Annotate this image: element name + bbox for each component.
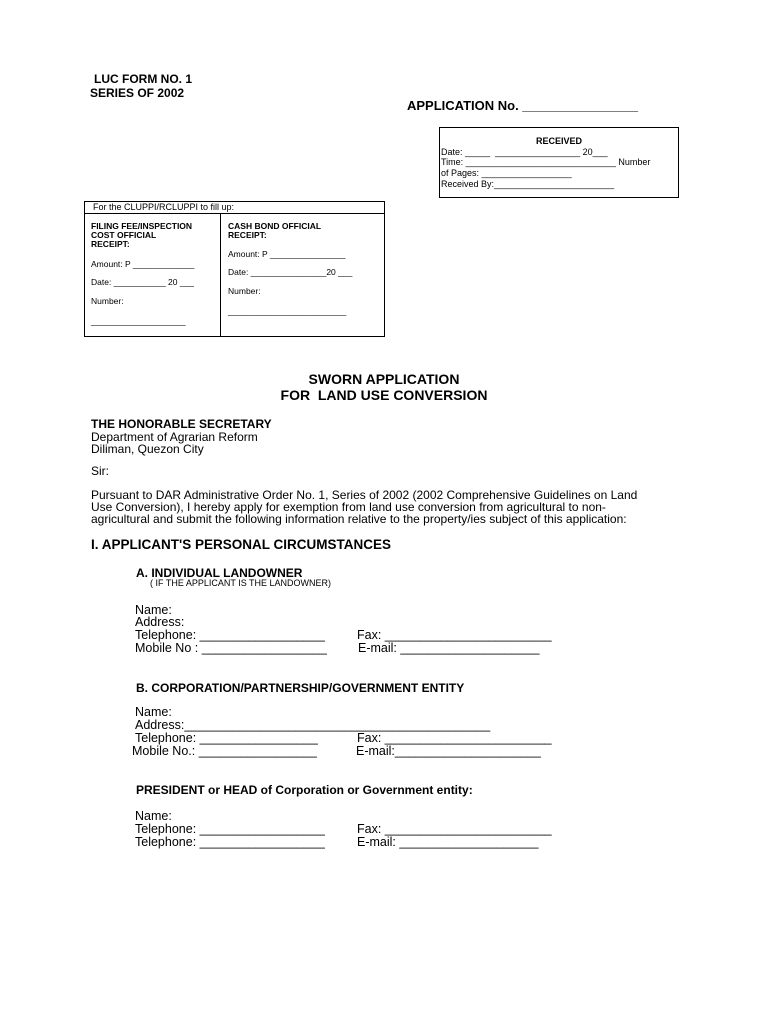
filing-fee-date: Date: ___________ 20 ___ [91, 277, 195, 287]
individual-mobile-field[interactable]: Mobile No : __________________ [135, 641, 327, 655]
form-number: LUC FORM NO. 1 [94, 72, 192, 86]
corporation-name-label: Name: [135, 705, 172, 719]
addressee-department: Department of Agrarian Reform [91, 430, 258, 444]
individual-landowner-title: A. INDIVIDUAL LANDOWNER [136, 566, 303, 580]
corporation-title: B. CORPORATION/PARTNERSHIP/GOVERNMENT ENTITY [136, 681, 465, 695]
corporation-email-field[interactable]: E-mail:_____________________ [356, 744, 541, 758]
application-number: APPLICATION No. ________________ [407, 98, 638, 113]
cash-bond-date: Date: ________________20 ___ [228, 267, 353, 277]
president-name-label: Name: [135, 809, 172, 823]
fee-box-divider [85, 213, 384, 214]
filing-fee-title-3: RECEIPT: [91, 239, 130, 249]
president-fax-field[interactable]: Fax: ________________________ [357, 822, 552, 836]
fee-box-caption: For the CLUPPI/RCLUPPI to fill up: [93, 202, 235, 212]
form-series: SERIES OF 2002 [90, 86, 185, 100]
individual-address-label: Address: [135, 615, 185, 629]
corporation-mobile-field[interactable]: Mobile No.: _________________ [132, 744, 317, 758]
received-title: RECEIVED [535, 136, 582, 146]
filing-fee-number: Number: [91, 296, 124, 306]
cash-bond-number: Number: [228, 286, 261, 296]
individual-telephone-field[interactable]: Telephone: __________________ [135, 628, 325, 642]
cash-bond-title-1: CASH BOND OFFICIAL [228, 221, 322, 231]
received-box [439, 127, 679, 198]
received-by: Received By:________________________ [441, 179, 615, 189]
document-title-line-1: SWORN APPLICATION [308, 371, 460, 387]
intro-line-1: Pursuant to DAR Administrative Order No. 1, Series of 2002 (2002 Comprehensive Guidelines on Land [91, 488, 638, 502]
filing-fee-title-1: FILING FEE/INSPECTION [91, 221, 193, 231]
president-email-field[interactable]: E-mail: ____________________ [357, 835, 539, 849]
section-1-title: I. APPLICANT'S PERSONAL CIRCUMSTANCES [91, 537, 391, 552]
president-telephone-field-2[interactable]: Telephone: __________________ [135, 835, 325, 849]
individual-name-label: Name: [135, 603, 172, 617]
filing-fee-title-2: COST OFFICIAL [91, 230, 157, 240]
corporation-telephone-field[interactable]: Telephone: _________________ [135, 731, 318, 745]
received-pages: of Pages: __________________ [441, 168, 572, 178]
intro-line-2: Use Conversion), I hereby apply for exemption from land use conversion from agricultural to non- [91, 500, 606, 514]
fee-box [84, 201, 385, 337]
filing-fee-number-line: ____________________ [91, 316, 186, 326]
salutation: Sir: [91, 464, 109, 478]
cash-bond-number-line: _________________________ [228, 306, 347, 316]
individual-landowner-note: ( IF THE APPLICANT IS THE LANDOWNER) [150, 578, 332, 588]
intro-line-3: agricultural and submit the following information relative to the property/ies subject of this application: [91, 512, 627, 526]
cash-bond-title-2: RECEIPT: [228, 230, 267, 240]
filing-fee-amount: Amount: P _____________ [91, 259, 195, 269]
received-time: Time: ______________________________ Number [441, 157, 651, 167]
cash-bond-amount: Amount: P ________________ [228, 249, 346, 259]
document-title-line-2: FOR LAND USE CONVERSION [280, 387, 488, 403]
president-title: PRESIDENT or HEAD of Corporation or Government entity: [136, 783, 473, 797]
corporation-fax-field[interactable]: Fax: ________________________ [357, 731, 552, 745]
addressee-name: THE HONORABLE SECRETARY [91, 417, 272, 431]
individual-email-field[interactable]: E-mail: ____________________ [358, 641, 540, 655]
received-date: Date: _____ _________________ 20___ [441, 147, 608, 157]
addressee-city: Diliman, Quezon City [91, 442, 204, 456]
president-telephone-field-1[interactable]: Telephone: __________________ [135, 822, 325, 836]
individual-fax-field[interactable]: Fax: ________________________ [357, 628, 552, 642]
corporation-address-field[interactable]: Address:____________________________________________ [135, 718, 491, 732]
fee-box-column-divider [220, 213, 221, 336]
